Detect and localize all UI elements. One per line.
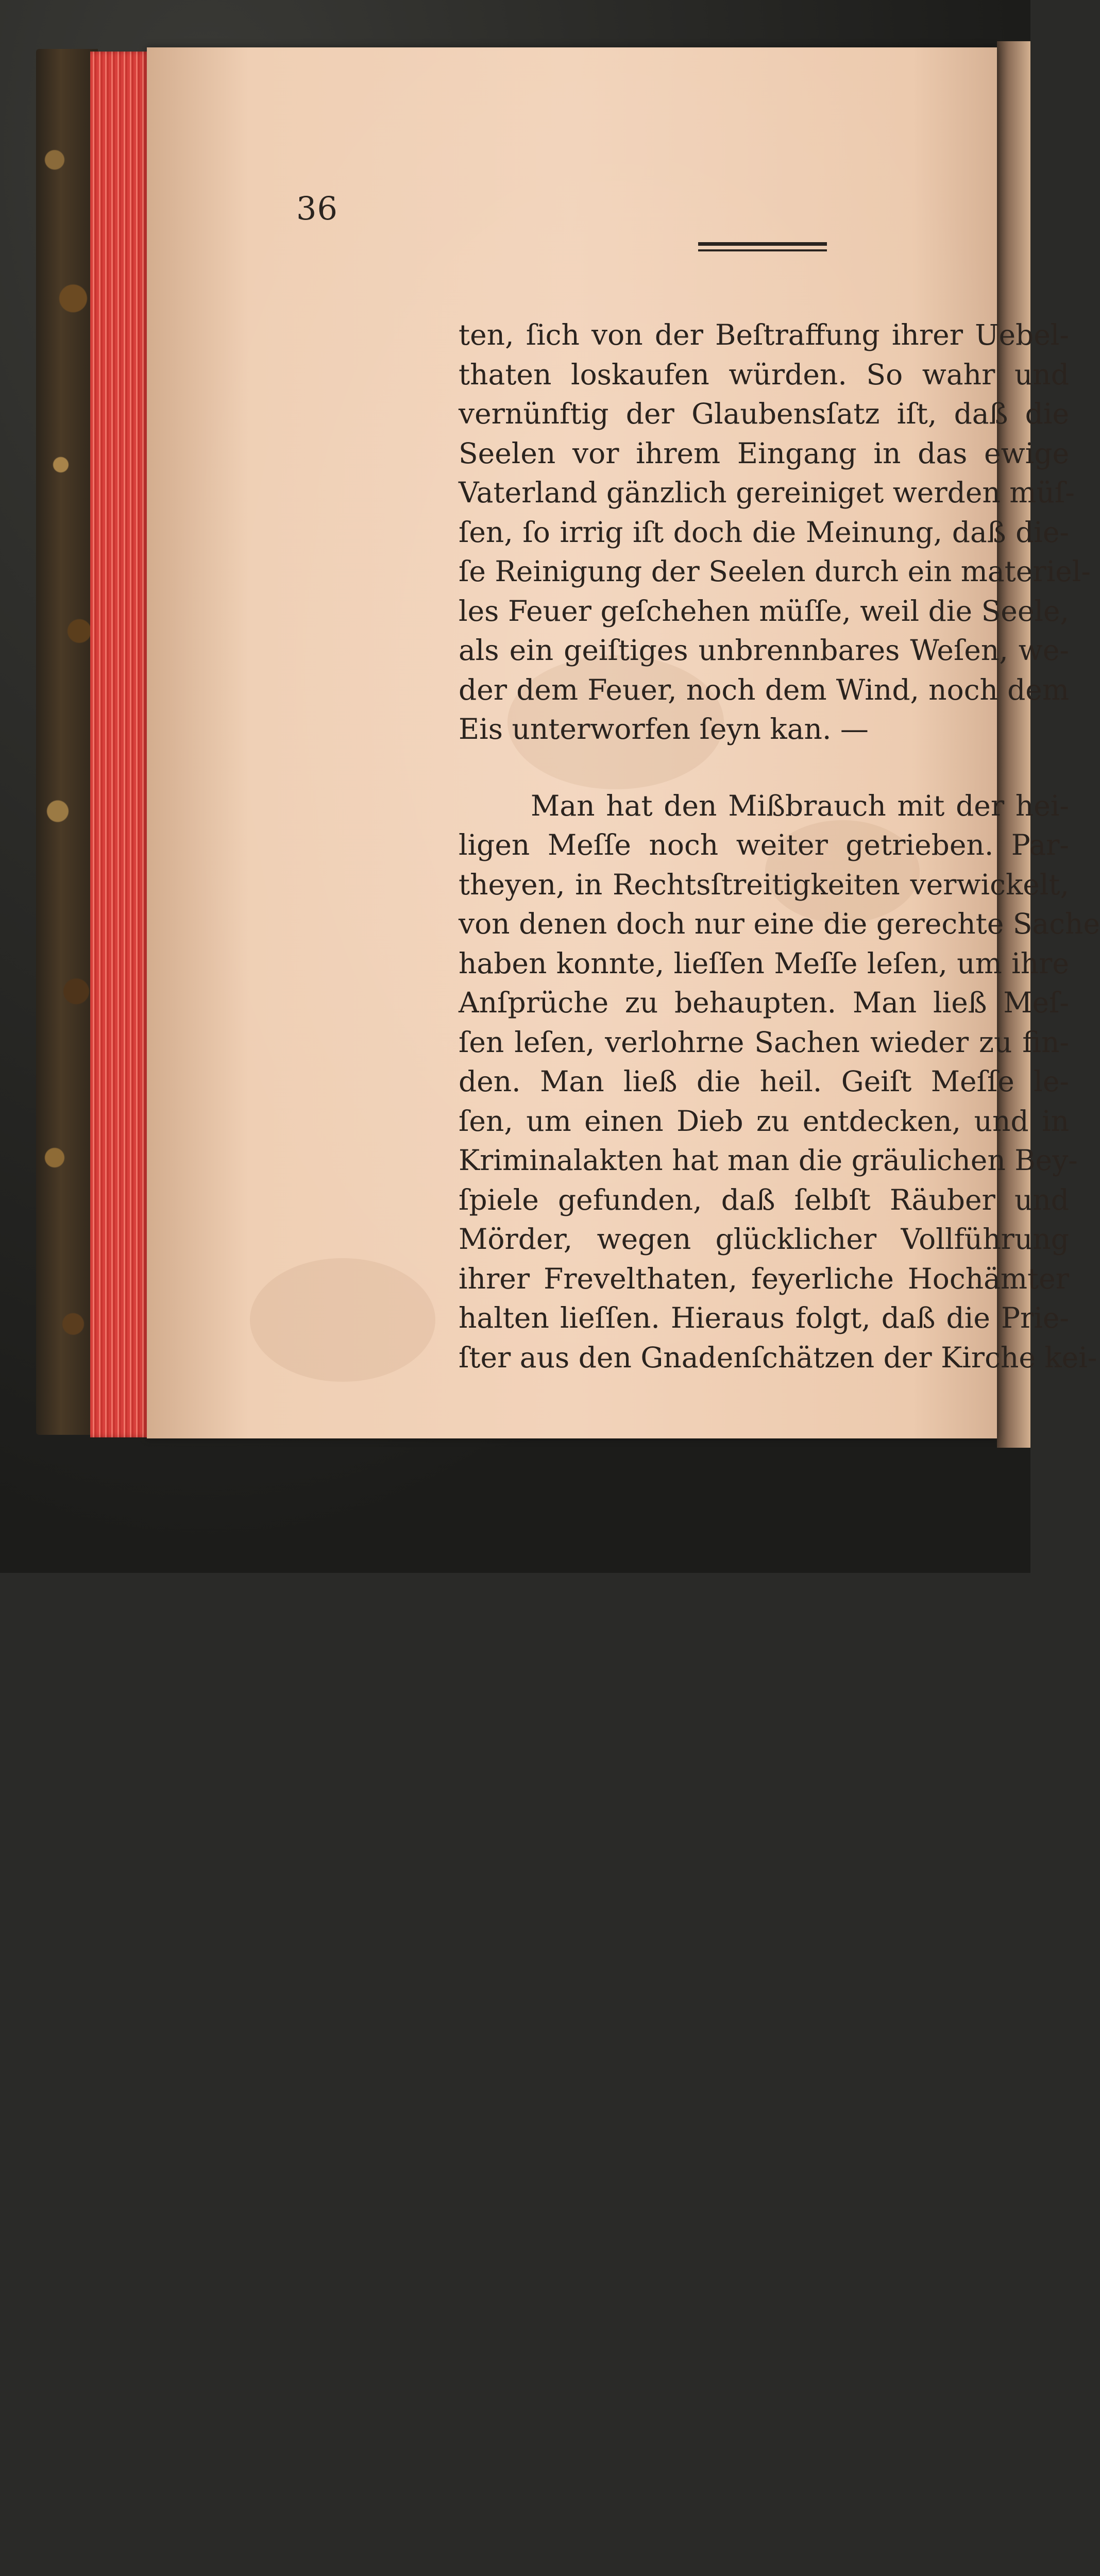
text-line: ſter aus den Gnadenſchätzen der Kirche kei- (459, 1341, 1097, 1374)
header-rule (698, 242, 827, 246)
text-line: Seelen vor ihrem Eingang in das ewige (459, 436, 1069, 470)
text-line: ligen Meſſe noch weiter getrieben. Par- (459, 828, 1069, 861)
catchword-area (945, 1377, 1069, 1418)
text-line: haben konnte, lieſſen Meſſe leſen, um ihre (459, 946, 1069, 980)
text-line: ihrer Frevelthaten, feyerliche Hochämter (459, 1262, 1069, 1295)
text-line: ſen, um einen Dieb zu entdecken, und in (459, 1104, 1069, 1138)
text-line: ſen leſen, verlohrne Sachen wieder zu fin- (459, 1025, 1069, 1059)
text-line: von denen doch nur eine die gerechte Sache (459, 907, 1100, 940)
text-line: ſen, ſo irrig iſt doch die Meinung, daß die- (459, 515, 1069, 549)
body-text (459, 315, 1100, 1377)
text-line: der dem Feuer, noch dem Wind, noch dem (459, 673, 1069, 706)
text-line: les Feuer geſchehen müſſe, weil die Seele, (459, 594, 1069, 628)
text-line: Kriminalakten hat man die gräulichen Bey- (459, 1144, 1078, 1177)
text-line: Eis unterworfen ſeyn kan. — (459, 713, 869, 745)
header-rule-thin (698, 249, 827, 251)
text-line: Man hat den Mißbrauch mit der hei- (531, 789, 1069, 822)
text-line: Vaterland gänzlich gereiniget werden müſ- (459, 476, 1075, 509)
text-line: ſpiele gefunden, daß ſelbſt Räuber und (459, 1183, 1069, 1216)
page-number: 36 (296, 190, 338, 227)
text-line: theyen, in Rechtsſtreitigkeiten verwickelt, (459, 868, 1069, 901)
paragraph-gap (459, 749, 1069, 786)
paper-stain (250, 1258, 435, 1382)
marbled-cover (36, 49, 98, 1435)
text-line: halten lieſſen. Hieraus folgt, daß die Prie- (459, 1301, 1069, 1334)
text-line: ten, ſich von der Beſtraffung ihrer Uebel- (459, 318, 1069, 351)
text-line: ſe Reinigung der Seelen durch ein materiel- (459, 555, 1091, 588)
book-page (147, 47, 1100, 1438)
red-page-edges (90, 52, 152, 1437)
text-line: als ein geiſtiges unbrennbares Weſen, we- (459, 634, 1069, 667)
text-line: Anſprüche zu behaupten. Man ließ Meſ- (459, 986, 1069, 1019)
text-line: vernünftig der Glaubensſatz iſt, daß die (459, 397, 1069, 430)
text-line: Mörder, wegen glücklicher Vollführung (459, 1223, 1069, 1256)
text-line: den. Man ließ die heil. Geiſt Meſſe le- (459, 1065, 1069, 1098)
text-line: thaten loskaufen würden. So wahr und (459, 358, 1069, 391)
